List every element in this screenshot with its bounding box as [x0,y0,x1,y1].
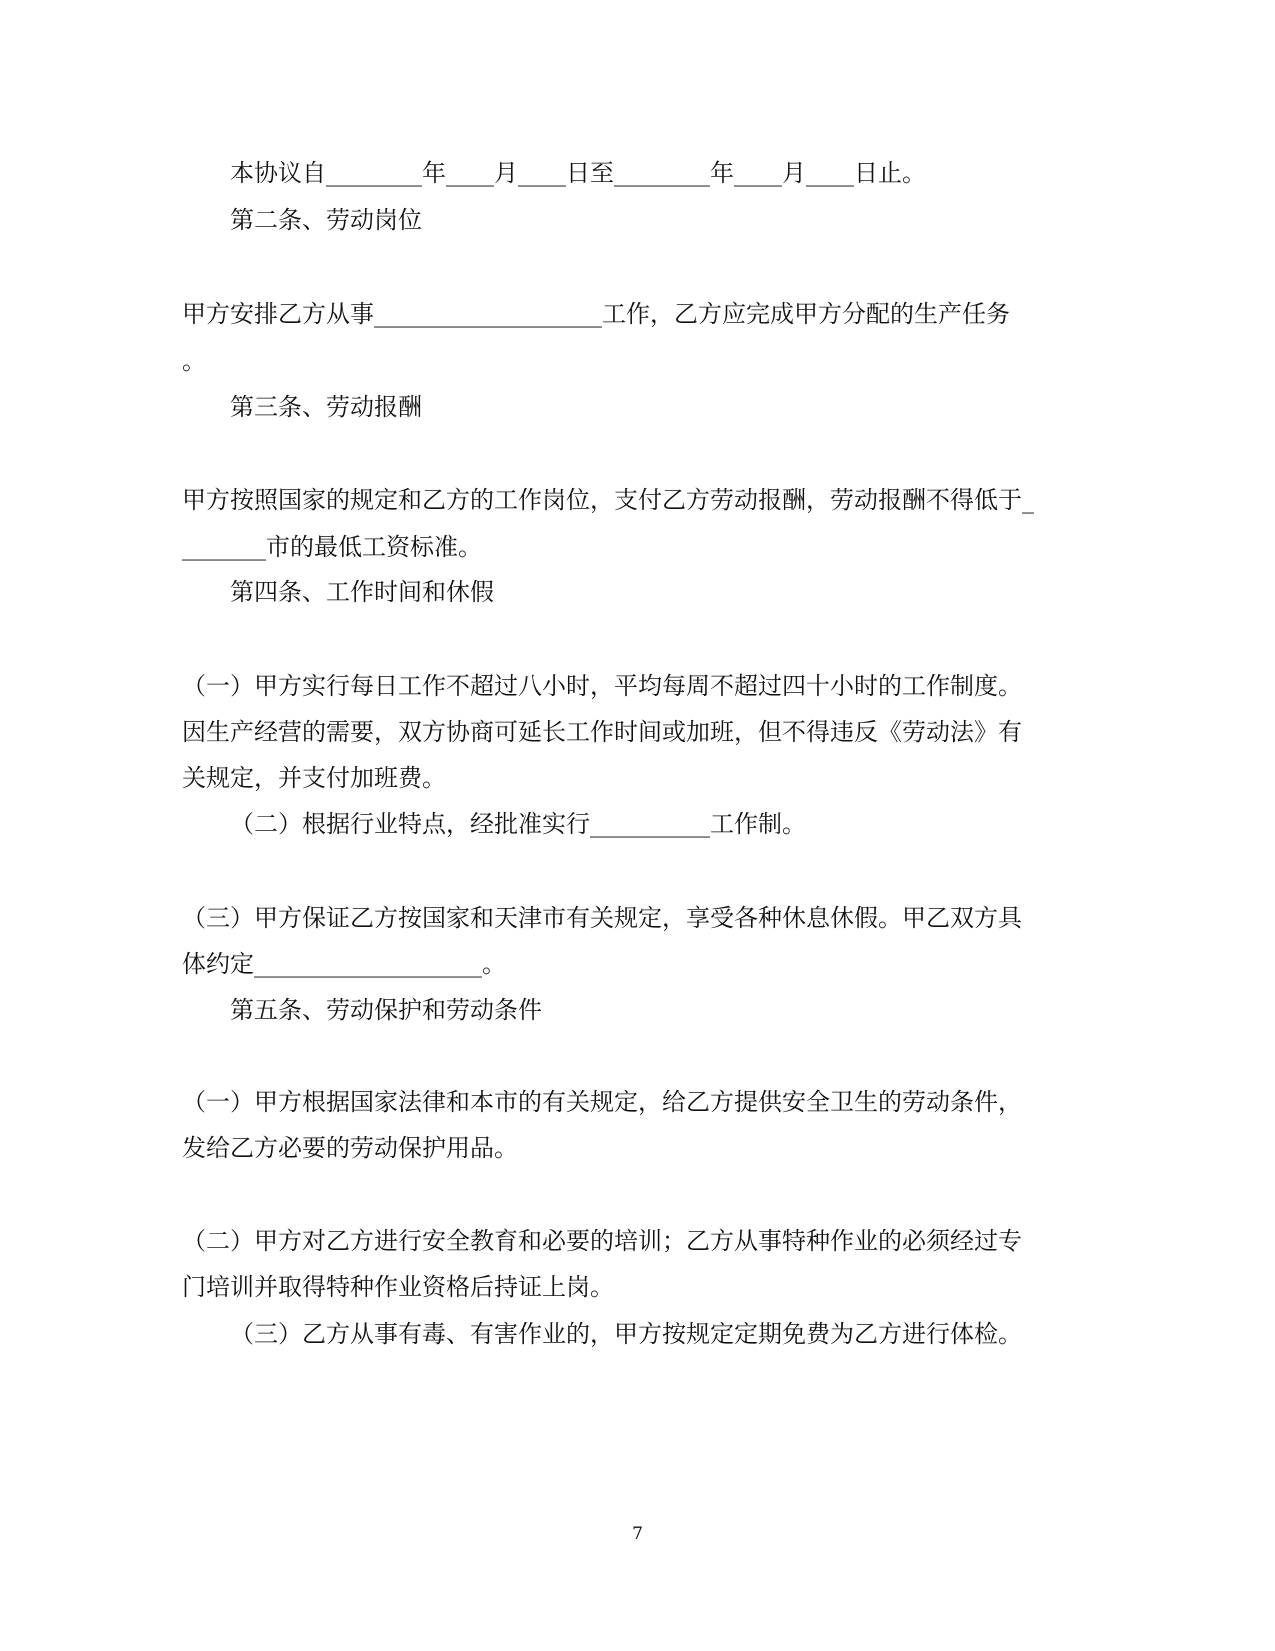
article-2-body-line-2: 。 [182,347,206,375]
article-3-heading: 第三条、劳动报酬 [230,393,422,421]
page-number: 7 [632,1524,643,1544]
article-4-item-1-line-1: （一）甲方实行每日工作不超过八小时，平均每周不超过四十小时的工作制度。 [182,672,1022,700]
article-4-item-2: （二）根据行业特点，经批准实行__________工作制。 [230,810,806,838]
article-5-heading: 第五条、劳动保护和劳动条件 [230,996,542,1024]
article-5-item-3: （三）乙方从事有毒、有害作业的，甲方按规定定期免费为乙方进行体检。 [230,1320,1022,1348]
article-2-heading: 第二条、劳动岗位 [230,206,422,234]
agreement-period-line: 本协议自________年____月____日至________年____月____日止。 [230,159,926,187]
article-2-body-line-1: 甲方安排乙方从事___________________工作，乙方应完成甲方分配的生产任务 [182,300,1010,328]
article-4-item-3-line-1: （三）甲方保证乙方按国家和天津市有关规定，享受各种休息休假。甲乙双方具 [182,904,1022,932]
article-5-item-1-line-2: 发给乙方必要的劳动保护用品。 [182,1134,518,1162]
article-5-item-1-line-1: （一）甲方根据国家法律和本市的有关规定，给乙方提供安全卫生的劳动条件， [182,1088,1022,1116]
article-5-item-2-line-1: （二）甲方对乙方进行安全教育和必要的培训；乙方从事特种作业的必须经过专 [182,1227,1022,1255]
article-4-item-1-line-2: 因生产经营的需要，双方协商可延长工作时间或加班，但不得违反《劳动法》有 [182,718,1022,746]
article-4-item-3-line-2: 体约定___________________。 [182,950,506,978]
article-4-item-1-line-3: 关规定，并支付加班费。 [182,764,446,792]
article-4-heading: 第四条、工作时间和休假 [230,578,494,606]
article-5-item-2-line-2: 门培训并取得特种作业资格后持证上岗。 [182,1273,614,1301]
article-3-body-line-1: 甲方按照国家的规定和乙方的工作岗位，支付乙方劳动报酬，劳动报酬不得低于_ [182,486,1034,514]
article-3-body-line-2: _______市的最低工资标准。 [182,533,482,561]
